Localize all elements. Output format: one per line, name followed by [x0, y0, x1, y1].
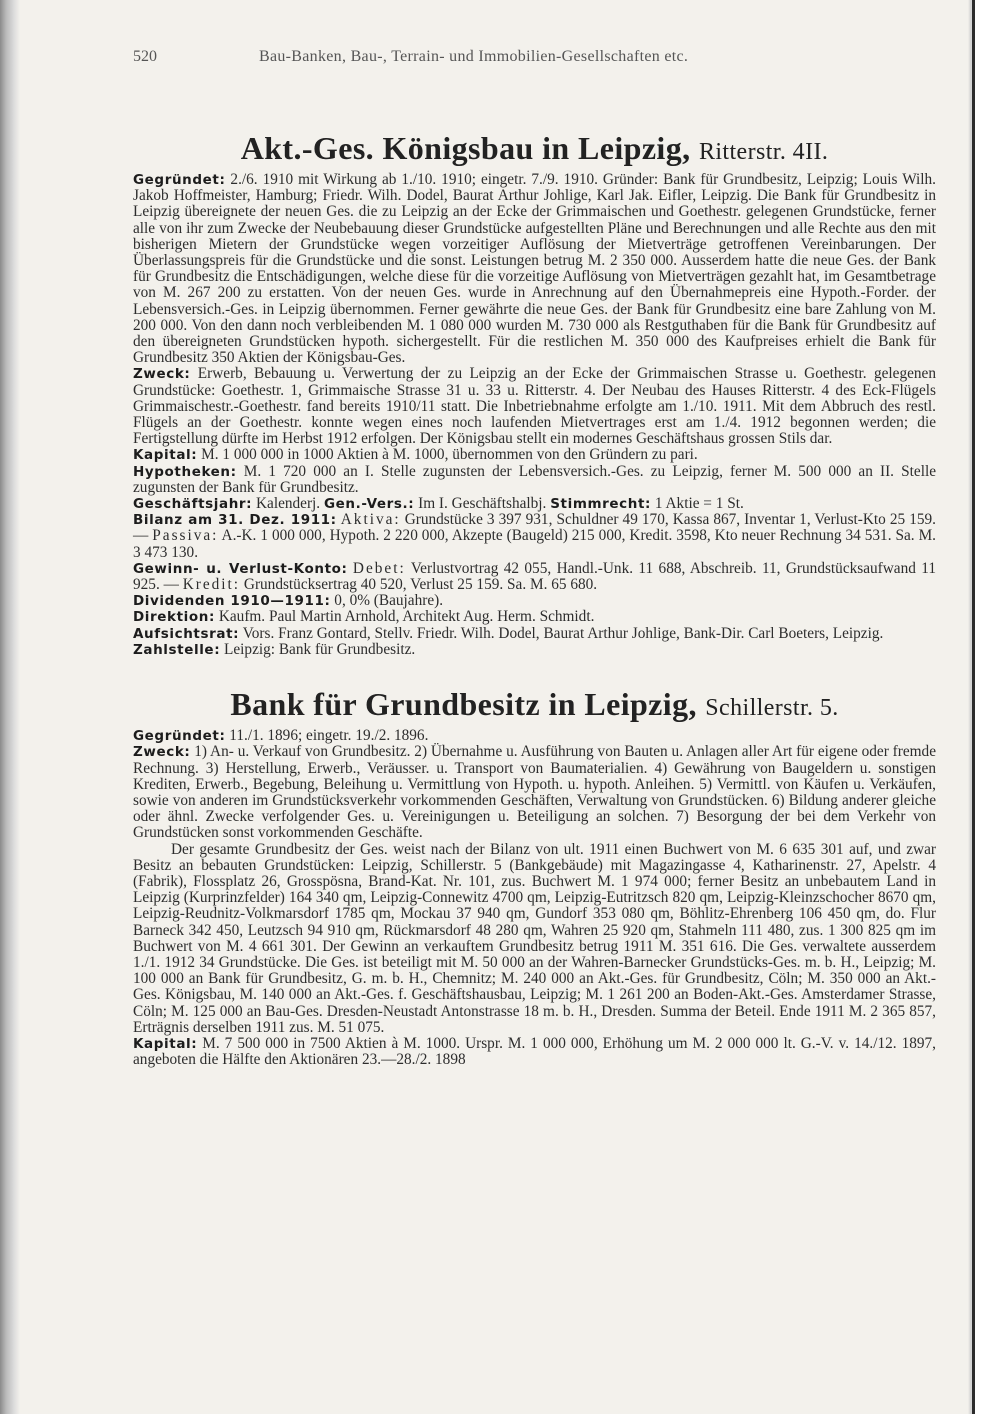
section-dividenden	[133, 593, 936, 609]
label-passiva: Passiva:	[152, 527, 219, 545]
label-zahlstelle: Zahlstelle:	[133, 641, 221, 658]
label-kredit: Kredit:	[182, 576, 241, 594]
company-heading-bank-grundbesitz	[133, 684, 936, 728]
label-gewinn-verlust: Gewinn- u. Verlust-Konto:	[133, 560, 348, 577]
section-geschaeftsjahr	[133, 496, 936, 512]
page-edge-line	[972, 0, 975, 1414]
label-stimmrecht: Stimmrecht:	[550, 496, 652, 513]
section-zweck	[133, 744, 936, 841]
text-grundbesitz: Der gesamte Grundbesitz der Ges. weist nach der Bilanz von ult. 1911 einen Buchwert von M. 6 635 301 auf, und zwar Besitz an bebauten Grundstücken: Leipzig, Schillerstr. 5 (Bankgebäude) mit Magazingasse 4, Katharinenstr. 27, Apelstr. 4 (Fabrik), Flossplatz 26, Grosspösna, Brand-Kat. Nr. 101, zus. Buchwert M. 1 974 000; ferner Besitz an unbebautem Land in Leipzig (Kurprinzfelder) 164 340 qm, Leipzig-Connewitz 4700 qm, Leipzig-Eutritzsch 820 qm, Leipzig-Kleinzschocher 8670 qm, Leipzig-Reudnitz-Volkmarsdorf 1785 qm, Mockau 37 940 qm, Gundorf 353 080 qm, Böhlitz-Ehrenberg 106 450 qm, do. Flur Barneck 342 450, Leutzsch 94 910 qm, Rückmarsdorf 48 280 qm, Wahren 25 920 qm, Stahmeln 111 480, zus. 1 300 825 qm im Buchwert von M. 4 661 301. Der Gewinn an verkauftem Grundbesitz betrug 1911 M. 351 616. Die Ges. verwaltete ausserdem 1./1. 1912 34 Grundstücke. Die Ges. ist beteiligt mit M. 50 000 an der Wahren-Barnecker Grundstücks-Ges. m. b. H., Leipzig; M. 100 000 an Bank für Grundbesitz, G. m. b. H., Chemnitz; M. 240 000 an Akt.-Ges. für Grundbesitz, Cöln; M. 350 000 an Akt.-Ges. Königsbau, M. 140 000 an Akt.-Ges. f. Geschäftshausbau, Leipzig; M. 1 261 200 an Boden-Akt.-Ges. Amsterdamer Strasse, Cöln; M. 125 000 an Bau-Ges. Dresden-Neustadt Antonstrasse 18 m. b. H., Dresden. Summa der Beteil. Ende 1911 M. 2 365 857, Erträgnis derselben 1911 zus. M. 51 075.	[133, 840, 936, 1036]
book-spine-shadow	[0, 0, 20, 1414]
text-dividenden: 0, 0% (Baujahre).	[334, 592, 444, 610]
section-gegruendet	[133, 728, 936, 744]
text-zweck: Erwerb, Bebauung u. Verwertung der zu Leipzig an der Ecke der Grimmaischen Strasse u. Goethestr. gelegenen Grundstücke: Goethestr. 1, Grimmaische Strasse 31 u. 33 u. Ritterstr. 4. Der Neubau des Hauses Ritterstr. 4 des Eck-Flügels Grimmaischestr.-Goethestr. fand bereits 1910/11 statt. Die Inbetriebnahme erfolgte am 1./10. 1911. Mit dem Abbruch des restl. Flügels an der Goethestr. konnte wegen eines noch laufenden Mietvertrages erst am 1./4. 1912 begonnen werden; die Fertigstellung dürfte im Herbst 1912 erfolgen. Der Königsbau stellt ein modernes Geschäftshaus grossen Stils dar.	[133, 365, 936, 448]
text-aufsichtsrat: Vors. Franz Gontard, Stellv. Friedr. Wilh. Dodel, Baurat Arthur Johlige, Bank-Dir. Carl Boeters, Leipzig.	[242, 624, 884, 642]
section-gewinn-verlust	[133, 561, 936, 593]
company-address: Schillerstr. 5.	[705, 695, 839, 722]
text-stimmrecht: 1 Aktie = 1 St.	[654, 495, 744, 513]
section-aufsichtsrat	[133, 626, 936, 642]
label-bilanz: Bilanz am 31. Dez. 1911:	[133, 512, 337, 529]
label-kapital: Kapital:	[133, 1035, 198, 1052]
page-number: 520	[133, 48, 157, 65]
document-page	[133, 40, 936, 1068]
section-bilanz	[133, 512, 936, 561]
label-genvers: Gen.-Vers.:	[323, 496, 415, 513]
running-header	[133, 40, 936, 70]
text-zahlstelle: Leipzig: Bank für Grundbesitz.	[224, 640, 416, 658]
section-kapital	[133, 1036, 936, 1068]
text-kapital: M. 7 500 000 in 7500 Aktien à M. 1000. Urspr. M. 1 000 000, Erhöhung um M. 2 000 000 lt. G.-V. v. 14./12. 1897, angeboten die Hälfte den Aktionären 23.—28./2. 1898	[133, 1034, 936, 1069]
label-geschaeftsjahr: Geschäftsjahr:	[133, 496, 253, 513]
label-gegruendet: Gegründet:	[133, 172, 226, 188]
text-kapital: M. 1 000 000 in 1000 Aktien à M. 1000, übernommen von den Gründern zu pari.	[201, 446, 698, 464]
text-geschaeftsjahr: Kalenderj.	[256, 495, 321, 513]
text-hypotheken: M. 1 720 000 an I. Stelle zugunsten der Lebensversich.-Ges. zu Leipzig, ferner M. 500 000 an II. Stelle zugunsten der Bank für Grundbesitz.	[133, 462, 936, 496]
section-grundbesitz	[133, 842, 936, 1036]
company-title: Bank für Grundbesitz in Leipzig,	[230, 686, 697, 723]
label-aktiva: Aktiva:	[340, 511, 401, 529]
text-gegruendet: 2./6. 1910 mit Wirkung ab 1./10. 1910; eingetr. 7./9. 1910. Gründer: Bank für Grundbesitz, Leipzig; Louis Wilh. Jakob Hoffmeister, Hamburg; Friedr. Wilh. Dodel, Baurat Arthur Johlige, Karl Jak. Eifler, Leipzig. Die Bank für Grundbesitz in Leipzig übereignete der neuen Ges. die zu Leipzig an der Ecke der Grimmaischen und Goethestr. gelegenen Grundstücke, ferner alle von ihr zum Zwecke der Neubebauung dieser Grundstücke aufgestellten Pläne und Berechnungen und alle Rechte aus den mit bisherigen Mietern der Grundstücke wegen vorzeitiger Auflösung der Mietverträge getroffenen Vereinbarungen. Der Überlassungspreis für die Grundstücke und die sonst. Leistungen betrug M. 2 350 000. Ausserdem hatte die neue Ges. der Bank für Grundbesitz die Entschädigungen, welche diese für die vorzeitige Auflösung von Mietverträgen gezahlt hat, im Gesamtbetrage von M. 267 200 zu erstatten. Von der neuen Ges. wurde in Anrechnung auf den Übernahmepreis eine Hypoth.-Forder. der Lebensversich.-Ges. in Leipzig übernommen. Ferner gewährte die neue Ges. der Bank für Grundbesitz eine bare Zahlung von M. 200 000. Von den dann noch verbleibenden M. 1 080 000 wurden M. 730 000 als Restguthaben für die Bank für Grundbesitz auf den übereigneten Grundstücken hypoth. sichergestellt. Für die restlichen M. 350 000 des Kaufpreises erhielt die Bank für Grundbesitz 350 Aktien der Königsbau-Ges.	[133, 171, 936, 367]
label-gegruendet: Gegründet:	[133, 728, 226, 745]
text-gegruendet: 11./1. 1896; eingetr. 19./2. 1896.	[229, 727, 429, 745]
company-title: Akt.-Ges. Königsbau in Leipzig,	[240, 130, 691, 166]
section-gegruendet	[133, 172, 936, 366]
label-zweck: Zweck:	[133, 366, 191, 383]
running-title: Bau-Banken, Bau-, Terrain- und Immobilien-Gesellschaften etc.	[259, 48, 689, 65]
label-hypotheken: Hypotheken:	[133, 463, 237, 480]
label-kapital: Kapital:	[133, 447, 198, 464]
text-direktion: Kaufm. Paul Martin Arnhold, Architekt Aug. Herm. Schmidt.	[218, 608, 595, 626]
label-dividenden: Dividenden 1910—1911:	[133, 593, 331, 610]
section-direktion	[133, 609, 936, 625]
section-hypotheken	[133, 464, 936, 496]
text-aktiva: Grundstücke 3 397 931, Schuldner 49 170, Kassa 867, Inventar 1, Verlust-Kto 25 159. —	[133, 511, 936, 545]
company-heading-koenigsbau	[133, 128, 936, 172]
label-zweck: Zweck:	[133, 744, 191, 761]
label-direktion: Direktion:	[133, 609, 215, 626]
text-debet: Verlustvortrag 42 055, Handl.-Unk. 11 688, Abschreib. 11, Grundstücksaufwand 11 925. —	[133, 559, 936, 594]
text-passiva: A.-K. 1 000 000, Hypoth. 2 220 000, Akzepte (Baugeld) 215 000, Kredit. 3598, Kto neuer Rechnung 34 531. Sa. M. 3 473 130.	[133, 527, 936, 561]
section-kapital	[133, 447, 936, 463]
label-debet: Debet:	[352, 559, 406, 577]
section-zweck	[133, 366, 936, 447]
company-address: Ritterstr. 4II.	[698, 139, 829, 165]
text-kredit: Grundstücksertrag 40 520, Verlust 25 159. Sa. M. 65 680.	[243, 576, 598, 594]
label-aufsichtsrat: Aufsichtsrat:	[133, 625, 240, 642]
text-genvers: Im I. Geschäftshalbj.	[418, 495, 547, 513]
text-zweck: 1) An- u. Verkauf von Grundbesitz. 2) Übernahme u. Ausführung von Bauten u. Anlagen aller Art für eigene oder fremde Rechnung. 3) Herstellung, Erwerb., Veräusser. u. Transport von Baumaterialien. 4) Gewährung von Baugeldern u. sonstigen Krediten, Erwerb., Begebung, Beleihung u. Vermittlung von Hypoth. u. hypoth. Anleihen. 5) Vermittl. von Käufen u. Verkäufen, sowie von anderen im Grundstücksverkehr vorkommenden Geschäften, Verwaltung von Grundstücken. 6) Bildung anderer gleiche oder ähnl. Zwecke verfolgender Ges. u. Vereinigungen u. Beteiligung an solchen. 7) Besorgung der bei dem Verkehr von Grundstücken sonst vorkommenden Geschäfte.	[133, 743, 936, 842]
section-zahlstelle	[133, 642, 936, 658]
